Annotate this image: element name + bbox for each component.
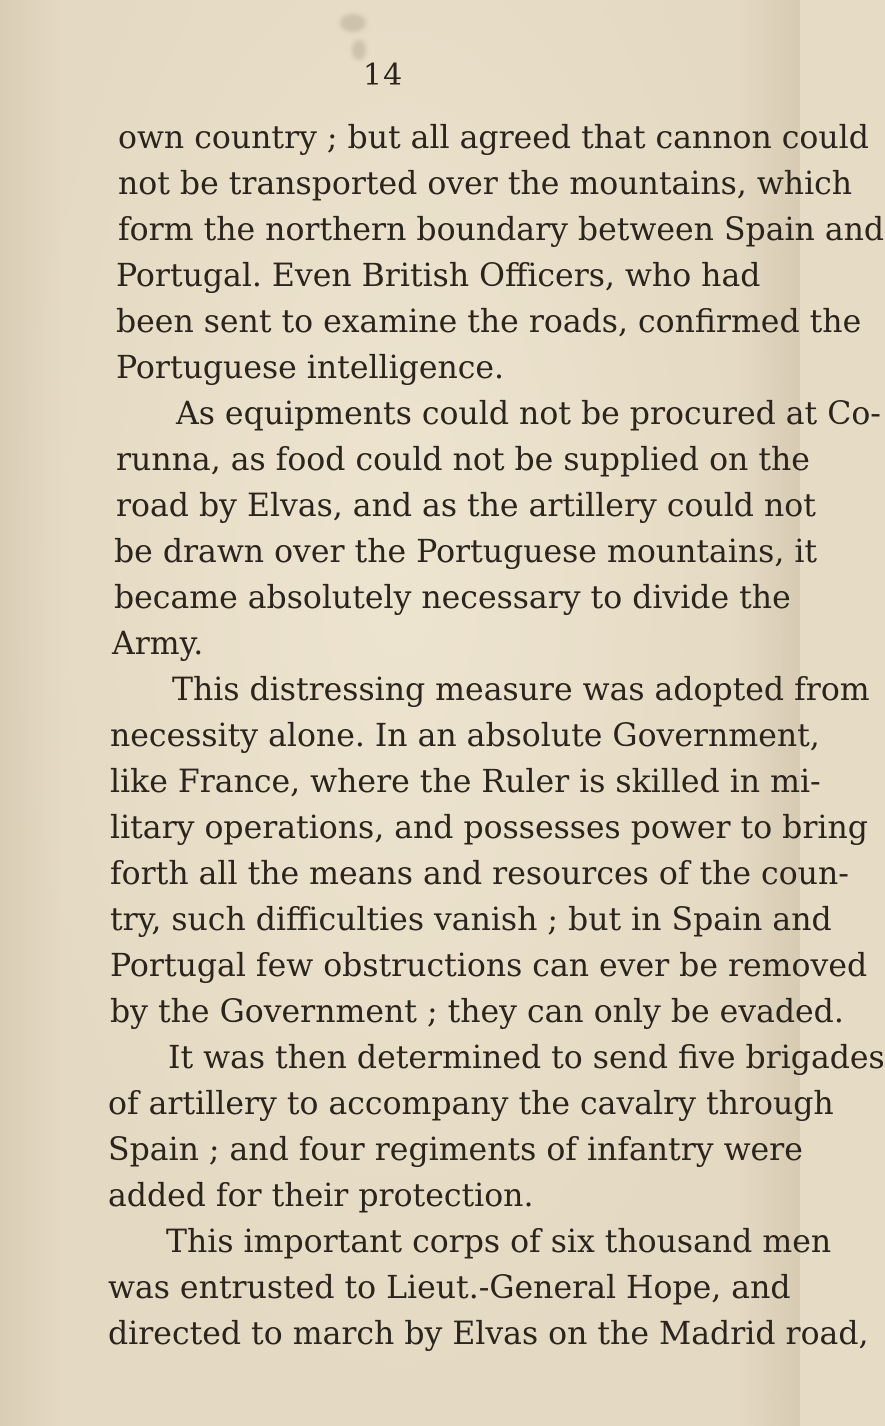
text-line: Army. bbox=[112, 626, 204, 662]
text-line: This important corps of six thousand men bbox=[166, 1224, 832, 1260]
text-line: been sent to examine the roads, confirmed the bbox=[116, 304, 862, 340]
text-line: be drawn over the Portuguese mountains, it bbox=[114, 534, 818, 570]
text-line: Portuguese intelligence. bbox=[116, 350, 505, 386]
text-line: Portugal few obstructions can ever be removed bbox=[110, 948, 868, 984]
text-line: It was then determined to send five brigades bbox=[168, 1040, 885, 1076]
text-line: own country ; but all agreed that cannon could bbox=[118, 120, 869, 156]
text-line: forth all the means and resources of the coun- bbox=[110, 856, 849, 892]
text-line: This distressing measure was adopted from bbox=[172, 672, 870, 708]
text-line: by the Government ; they can only be evaded. bbox=[110, 994, 844, 1030]
text-line: necessity alone. In an absolute Government, bbox=[110, 718, 820, 754]
text-line: Portugal. Even British Officers, who had bbox=[116, 258, 761, 294]
text-line: form the northern boundary between Spain and bbox=[118, 212, 885, 248]
ink-smudge bbox=[340, 14, 366, 32]
text-line: added for their protection. bbox=[108, 1178, 534, 1214]
text-line: of artillery to accompany the cavalry through bbox=[108, 1086, 834, 1122]
text-line: directed to march by Elvas on the Madrid road, bbox=[108, 1316, 869, 1352]
text-line: try, such difficulties vanish ; but in Spain and bbox=[110, 902, 832, 938]
text-line: runna, as food could not be supplied on the bbox=[116, 442, 810, 478]
text-line: As equipments could not be procured at Co- bbox=[176, 396, 881, 432]
text-line: litary operations, and possesses power to bring bbox=[110, 810, 868, 846]
text-line: road by Elvas, and as the artillery could not bbox=[116, 488, 816, 524]
text-line: like France, where the Ruler is skilled in mi- bbox=[110, 764, 821, 800]
page-number: 14 bbox=[363, 58, 404, 93]
text-line: Spain ; and four regiments of infantry were bbox=[108, 1132, 803, 1168]
text-line: was entrusted to Lieut.-General Hope, and bbox=[108, 1270, 791, 1306]
text-line: not be transported over the mountains, which bbox=[118, 166, 853, 202]
text-line: became absolutely necessary to divide the bbox=[114, 580, 791, 616]
ink-smudge bbox=[352, 40, 366, 60]
